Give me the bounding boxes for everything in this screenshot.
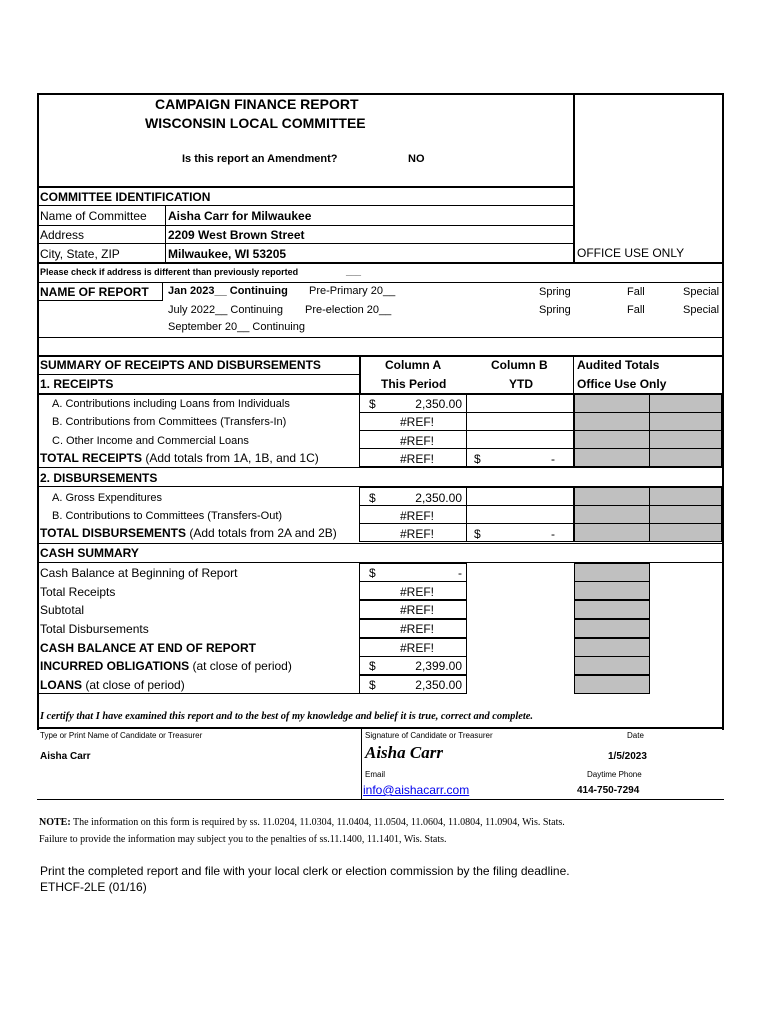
penalty-note: Failure to provide the information may subject you to the penalties of ss.11.1400, 11.1401, Wis. Stats.	[39, 834, 447, 845]
office-use-header: Office Use Only	[577, 377, 667, 391]
incurred-obligations-bold: INCURRED OBLIGATIONS	[40, 659, 190, 673]
cash-total-disbursements-label: Total Disbursements	[40, 622, 149, 636]
total-receipts-value[interactable]: #REF!	[399, 452, 434, 466]
cash-summary-title: CASH SUMMARY	[40, 546, 139, 560]
email-link[interactable]: info@aishacarr.com	[363, 783, 470, 797]
disbursement-a-label: A. Gross Expenditures	[52, 492, 163, 504]
receipt-b-value[interactable]: #REF!	[399, 415, 434, 429]
print-name-field[interactable]: Aisha Carr	[40, 751, 91, 762]
email-field[interactable]	[363, 783, 469, 797]
amendment-answer[interactable]: NO	[408, 153, 425, 165]
loans-note: (at close of period)	[82, 678, 185, 692]
incurred-obligations-label	[40, 659, 292, 673]
cash-total-receipts-label: Total Receipts	[40, 585, 116, 599]
report-option-special-2[interactable]: Special	[683, 304, 720, 316]
amendment-question: Is this report an Amendment?	[182, 153, 338, 165]
cash-subtotal-label: Subtotal	[40, 603, 85, 617]
print-name-label: Type or Print Name of Candidate or Treasurer	[40, 731, 203, 740]
column-a-header: Column A	[385, 358, 442, 372]
receipt-a-value[interactable]: 2,350.00	[415, 397, 462, 411]
report-option-sept-continuing[interactable]: September 20__ Continuing	[168, 321, 305, 333]
incurred-obligations-currency: $	[369, 659, 376, 673]
report-option-pre-primary[interactable]: Pre-Primary 20__	[309, 285, 396, 297]
receipt-c-label: C. Other Income and Commercial Loans	[52, 435, 249, 447]
report-option-july-continuing[interactable]: July 2022__ Continuing	[168, 304, 283, 316]
form-subtitle: WISCONSIN LOCAL COMMITTEE	[145, 115, 366, 131]
disbursement-b-label: B. Contributions to Committees (Transfers-Out)	[52, 510, 283, 522]
date-field[interactable]: 1/5/2023	[608, 751, 647, 762]
receipt-a-currency: $	[369, 397, 376, 411]
incurred-obligations-value[interactable]: 2,399.00	[415, 659, 462, 673]
date-label: Date	[627, 731, 644, 740]
total-disbursements-value[interactable]: #REF!	[399, 527, 434, 541]
certify-bottom-rule	[37, 799, 724, 800]
total-receipts-label	[40, 451, 319, 465]
report-option-fall-2[interactable]: Fall	[627, 304, 645, 316]
legal-note	[39, 817, 565, 828]
loans-label	[40, 678, 185, 692]
cash-end-value[interactable]: #REF!	[399, 641, 434, 655]
certification-statement: I certify that I have examined this report and to the best of my knowledge and belief it is true, correct and complete.	[40, 711, 533, 722]
cash-begin-currency: $	[369, 566, 376, 580]
total-receipts-bold: TOTAL RECEIPTS	[40, 451, 143, 465]
cash-begin-label: Cash Balance at Beginning of Report	[40, 566, 238, 580]
column-a-subheader: This Period	[381, 377, 447, 391]
report-option-pre-election[interactable]: Pre-election 20__	[305, 304, 392, 316]
address-change-note: Please check if address is different than previously reported	[40, 267, 299, 277]
print-instruction: Print the completed report and file with your local clerk or election commission by the filing deadline.	[40, 864, 570, 878]
report-option-spring-2[interactable]: Spring	[539, 304, 571, 316]
phone-field[interactable]: 414-750-7294	[577, 785, 640, 796]
receipt-b-label: B. Contributions from Committees (Transfers-In)	[52, 416, 287, 428]
address-field[interactable]: 2209 West Brown Street	[168, 228, 305, 242]
report-option-spring-1[interactable]: Spring	[539, 286, 571, 298]
loans-bold: LOANS	[40, 678, 82, 692]
total-receipts-ytd-value[interactable]: -	[551, 452, 555, 466]
receipts-title: 1. RECEIPTS	[40, 377, 114, 391]
address-label: Address	[40, 228, 85, 242]
report-option-special-1[interactable]: Special	[683, 286, 720, 298]
receipt-c-value[interactable]: #REF!	[399, 434, 434, 448]
total-disbursements-label	[40, 526, 337, 540]
legal-note-label: NOTE:	[39, 817, 71, 828]
phone-label: Daytime Phone	[587, 770, 642, 779]
loans-currency: $	[369, 678, 376, 692]
committee-name-field[interactable]: Aisha Carr for Milwaukee	[168, 209, 312, 223]
summary-title: SUMMARY OF RECEIPTS AND DISBURSEMENTS	[40, 358, 321, 372]
signature-field[interactable]: Aisha Carr	[365, 743, 443, 762]
receipt-a-label: A. Contributions including Loans from Individuals	[52, 398, 290, 410]
total-receipts-note: (Add totals from 1A, 1B, and 1C)	[142, 451, 319, 465]
report-option-fall-1[interactable]: Fall	[627, 286, 645, 298]
email-label: Email	[365, 770, 386, 779]
name-of-report-label: NAME OF REPORT	[40, 285, 149, 299]
form-title: CAMPAIGN FINANCE REPORT	[155, 96, 359, 112]
column-b-header: Column B	[491, 358, 548, 372]
cash-total-disbursements-value[interactable]: #REF!	[399, 622, 434, 636]
cash-total-receipts-value[interactable]: #REF!	[399, 585, 434, 599]
disbursement-a-currency: $	[369, 491, 376, 505]
cash-subtotal-value[interactable]: #REF!	[399, 603, 434, 617]
disbursement-b-value[interactable]: #REF!	[399, 509, 434, 523]
total-disbursements-ytd-value[interactable]: -	[551, 527, 555, 541]
city-state-zip-field[interactable]: Milwaukee, WI 53205	[168, 247, 287, 261]
column-b-subheader: YTD	[509, 377, 533, 391]
total-receipts-ytd-currency: $	[474, 452, 481, 466]
committee-name-label: Name of Committee	[40, 209, 147, 223]
total-disbursements-note: (Add totals from 2A and 2B)	[186, 526, 337, 540]
cash-end-label: CASH BALANCE AT END OF REPORT	[40, 641, 256, 655]
office-use-only-label: OFFICE USE ONLY	[577, 246, 685, 260]
certify-divider	[361, 728, 362, 800]
cash-begin-value[interactable]: -	[458, 566, 462, 580]
committee-section-title: COMMITTEE IDENTIFICATION	[40, 190, 211, 204]
report-option-jan-continuing[interactable]: Jan 2023__ Continuing	[168, 285, 288, 297]
city-state-zip-label: City, State, ZIP	[40, 247, 120, 261]
incurred-obligations-note: (at close of period)	[189, 659, 292, 673]
disbursements-title: 2. DISBURSEMENTS	[40, 471, 158, 485]
loans-value[interactable]: 2,350.00	[415, 678, 462, 692]
signature-label: Signature of Candidate or Treasurer	[365, 731, 493, 740]
form-id: ETHCF-2LE (01/16)	[40, 880, 147, 894]
audited-totals-header: Audited Totals	[577, 358, 660, 372]
total-disbursements-ytd-currency: $	[474, 527, 481, 541]
total-disbursements-bold: TOTAL DISBURSEMENTS	[40, 526, 187, 540]
disbursement-a-value[interactable]: 2,350.00	[415, 491, 462, 505]
certify-top-rule	[37, 727, 724, 729]
legal-note-text: The information on this form is required by ss. 11.0204, 11.0304, 11.0404, 11.0504, 11.0604, 11.0804, 11.0904, Wis. Stats.	[70, 817, 565, 828]
address-change-checkbox[interactable]: ___	[346, 267, 362, 277]
